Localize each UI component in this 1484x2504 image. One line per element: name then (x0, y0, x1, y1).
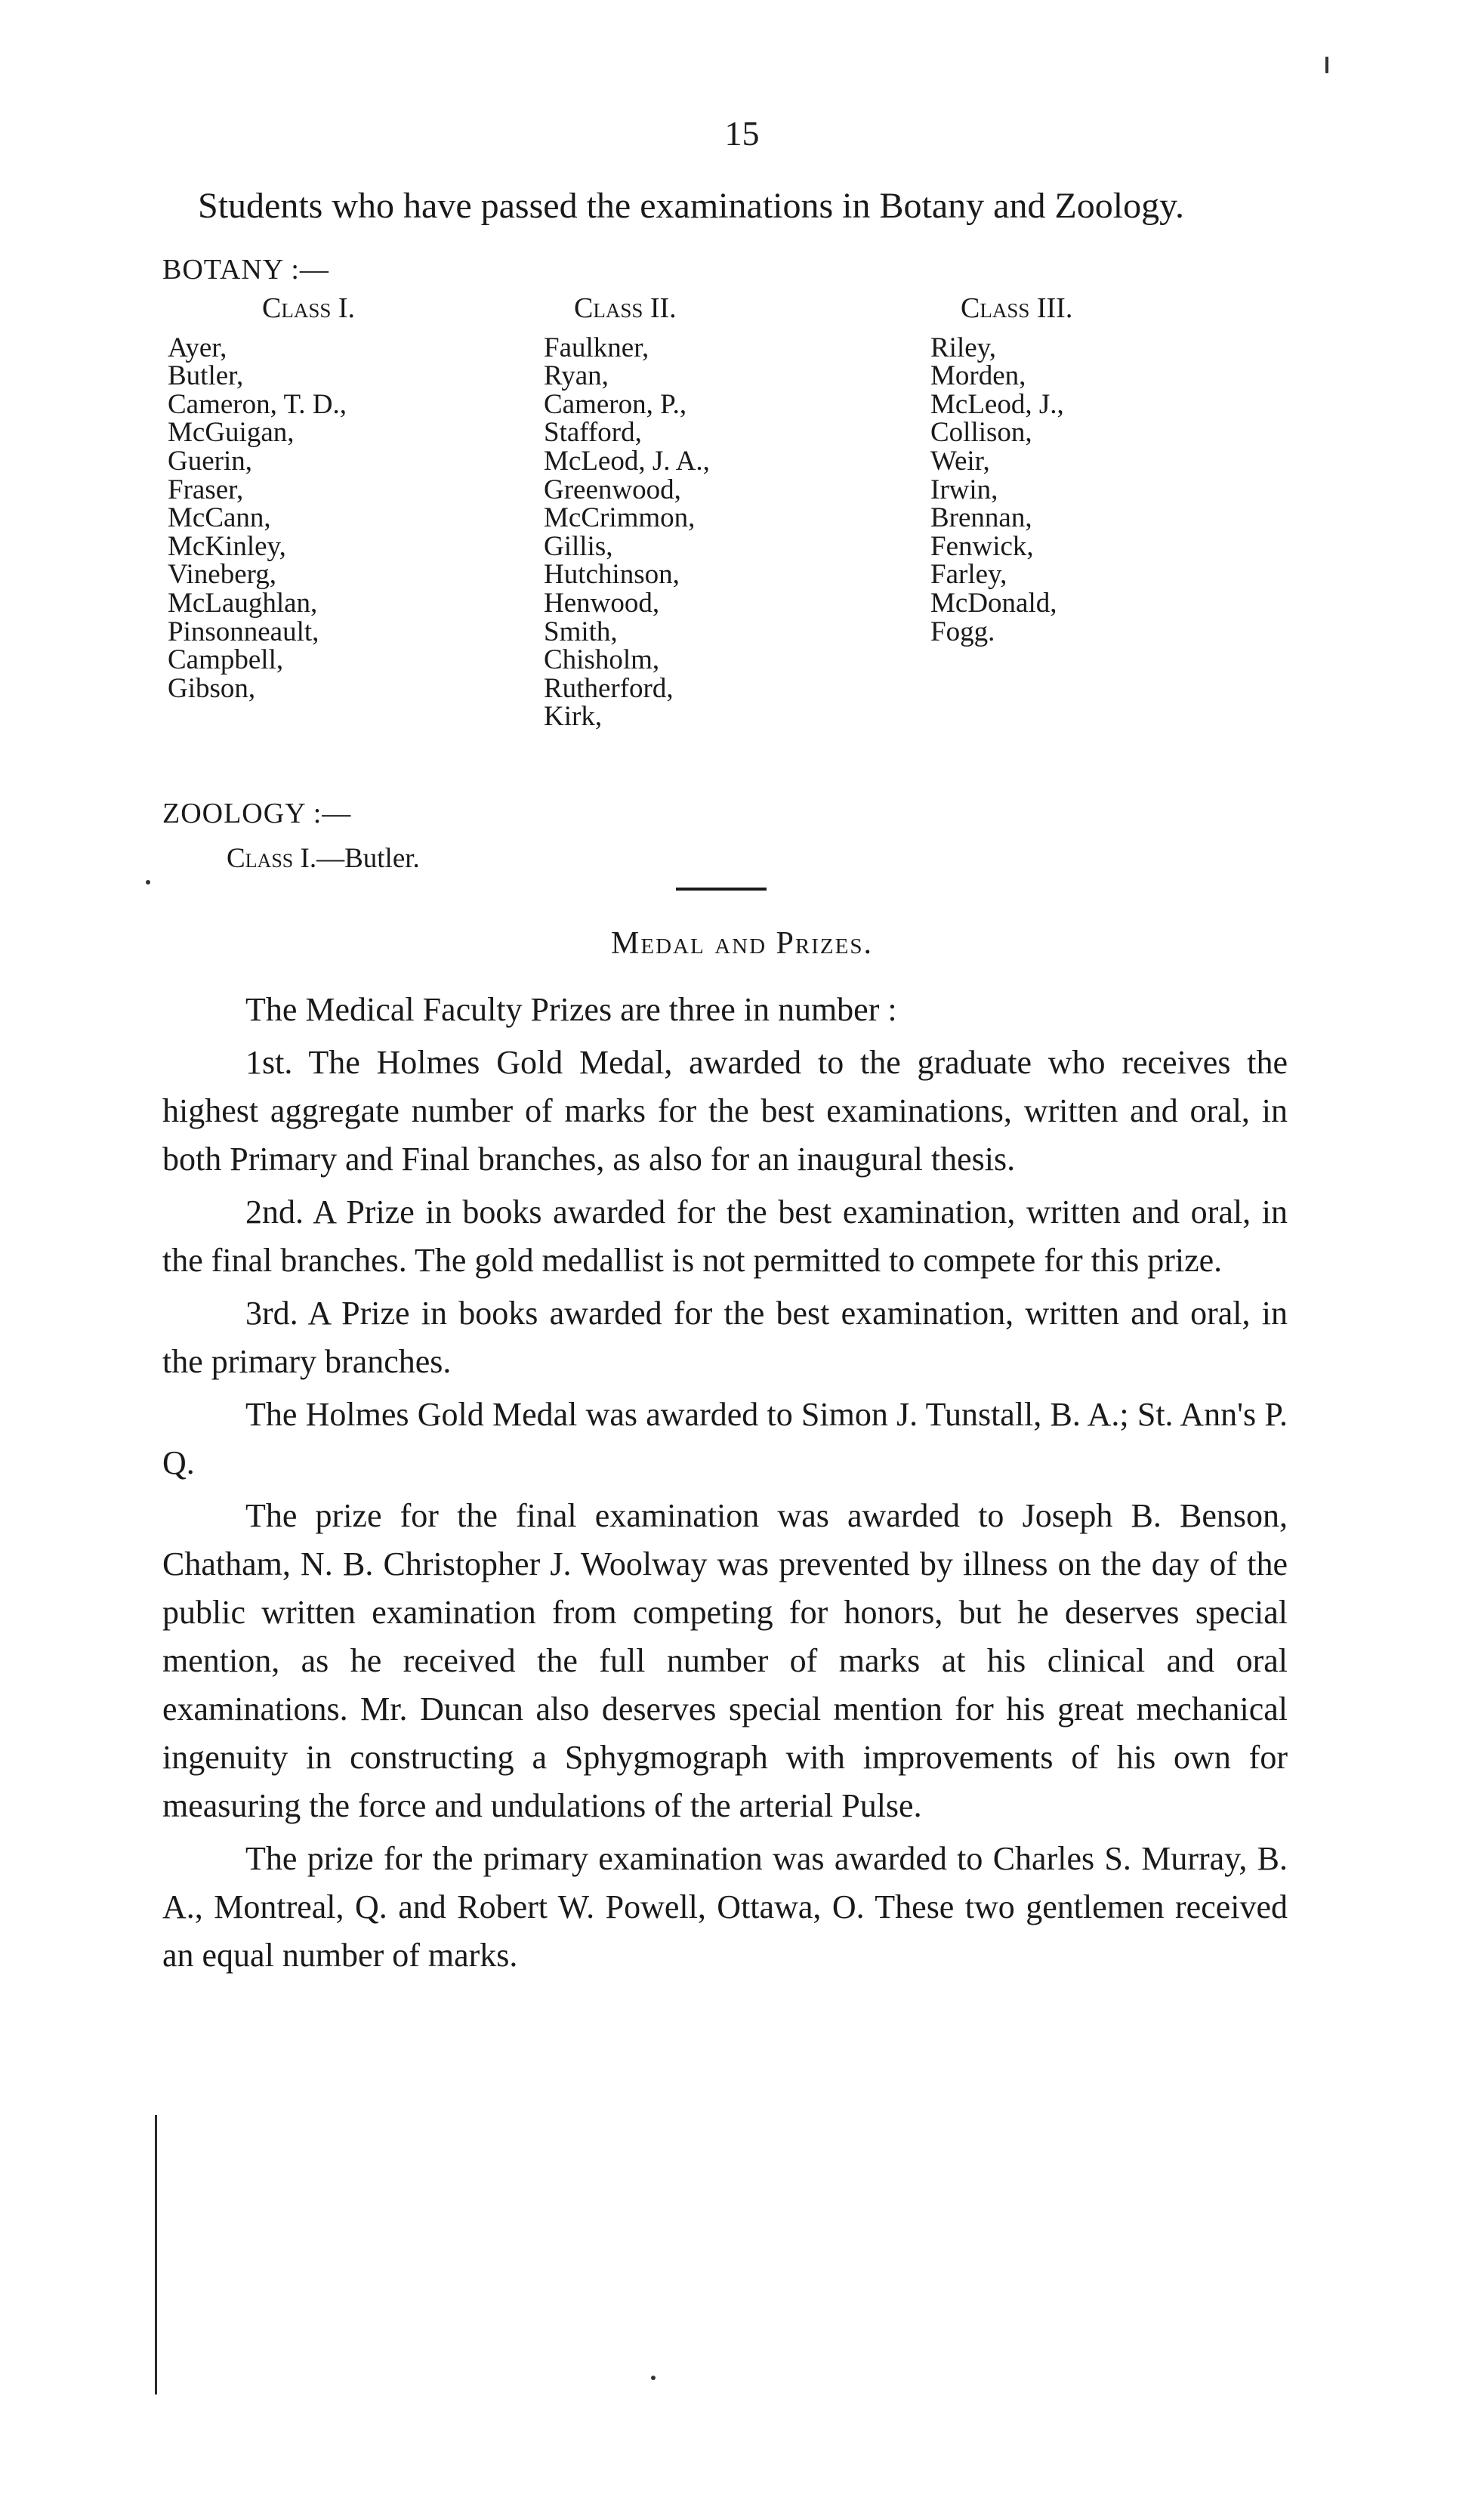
student-name: Gillis, (544, 530, 613, 562)
student-name: Chisholm, (544, 644, 660, 676)
section-divider (676, 888, 767, 891)
student-name: McCann, (168, 502, 271, 534)
student-name: Smith, (544, 616, 618, 647)
paragraph: The Medical Faculty Prizes are three in number : (245, 991, 897, 1028)
student-name: Gibson, (168, 672, 256, 704)
student-name: Greenwood, (544, 474, 681, 505)
page-title: Students who have passed the examinations in Botany and Zoology. (198, 186, 1185, 226)
class-2-list (544, 334, 710, 731)
student-name: McLaughlan, (168, 587, 318, 619)
paragraph: The Holmes Gold Medal was awarded to Simon J. Tunstall, B. A.; St. Ann's P. Q. (162, 1396, 1288, 1481)
botany-class-3 (930, 292, 1073, 647)
botany-class-1 (168, 292, 356, 704)
student-name: Stafford, (544, 417, 642, 449)
student-name: Cameron, P., (544, 388, 687, 420)
student-name: Cameron, T. D., (168, 388, 347, 420)
class-3-list (930, 334, 1072, 647)
paragraph: The prize for the final examination was awarded to Joseph B. Benson, Chatham, N. B. Christopher J. Woolway was prevented by illness on the day of the public written examination from competing for honors, but he deserves special mention, as he received the full number of marks at his clinical and oral examinations. Mr. Duncan also deserves special mention for his great mechanical ingenuity in constructing a Sphygmograph with improvements of his own for measuring the force and undulations of the arterial Pulse. (162, 1497, 1288, 1824)
scan-speck (1325, 57, 1328, 73)
student-name: Weir, (930, 445, 990, 477)
prizes-heading: Medal and Prizes. (611, 926, 873, 961)
student-name: Pinsonneault, (168, 616, 319, 647)
student-name: Hutchinson, (544, 559, 680, 591)
class-2-heading: Class II. (574, 292, 677, 324)
student-name: Ryan, (544, 360, 609, 392)
student-name: Campbell, (168, 644, 284, 676)
margin-mark (155, 2115, 157, 2394)
student-name: McLeod, J., (930, 388, 1064, 420)
student-name: McCrimmon, (544, 502, 696, 534)
student-name: Riley, (930, 332, 997, 363)
student-name: Morden, (930, 360, 1026, 392)
student-name: McLeod, J. A., (544, 445, 710, 477)
student-name: Fogg. (930, 616, 995, 647)
zoology-class-label: Class I. (227, 843, 317, 874)
student-name: McDonald, (930, 587, 1057, 619)
student-name: Guerin, (168, 445, 252, 477)
paragraph: 1st. The Holmes Gold Medal, awarded to the graduate who receives the highest aggregate number of marks for the best examinations, written and oral, in both Primary and Final branches, as also for an inaugural thesis. (162, 1044, 1288, 1178)
zoology-label: ZOOLOGY :— (162, 798, 352, 829)
student-name: Collison, (930, 417, 1032, 449)
student-name: Irwin, (930, 474, 998, 505)
paragraph: 2nd. A Prize in books awarded for the best examination, written and oral, in the final branches. The gold medallist is not permitted to compete for this prize. (162, 1193, 1288, 1279)
prizes-body (162, 986, 1288, 1984)
scan-speck (651, 2376, 656, 2380)
student-name: Butler, (168, 360, 244, 392)
student-name: McKinley, (168, 530, 286, 562)
page-number: 15 (724, 114, 760, 153)
paragraph: The prize for the primary examination was awarded to Charles S. Murray, B. A., Montreal, Q. and Robert W. Powell, Ottawa, O. These two gentlemen received an equal number of marks. (162, 1840, 1288, 1974)
student-name: Brennan, (930, 502, 1032, 534)
student-name: Kirk, (544, 701, 603, 733)
student-name: Fenwick, (930, 530, 1034, 562)
class-3-heading: Class III. (961, 292, 1073, 324)
student-name: McGuigan, (168, 417, 295, 449)
student-name: Henwood, (544, 587, 660, 619)
student-name: Rutherford, (544, 672, 674, 704)
paragraph: 3rd. A Prize in books awarded for the best examination, written and oral, in the primary branches. (162, 1295, 1288, 1380)
zoology-class-1 (227, 842, 420, 875)
student-name: Farley, (930, 559, 1007, 591)
student-name: Vineberg, (168, 559, 277, 591)
student-name: Faulkner, (544, 332, 649, 363)
botany-class-2 (544, 292, 710, 733)
class-1-heading: Class I. (262, 292, 356, 324)
botany-label: BOTANY :— (162, 254, 329, 286)
student-name: Fraser, (168, 474, 244, 505)
class-1-list (168, 334, 355, 703)
student-name: Ayer, (168, 332, 227, 363)
zoology-class-value: —Butler. (316, 843, 420, 874)
scan-speck (146, 880, 150, 885)
